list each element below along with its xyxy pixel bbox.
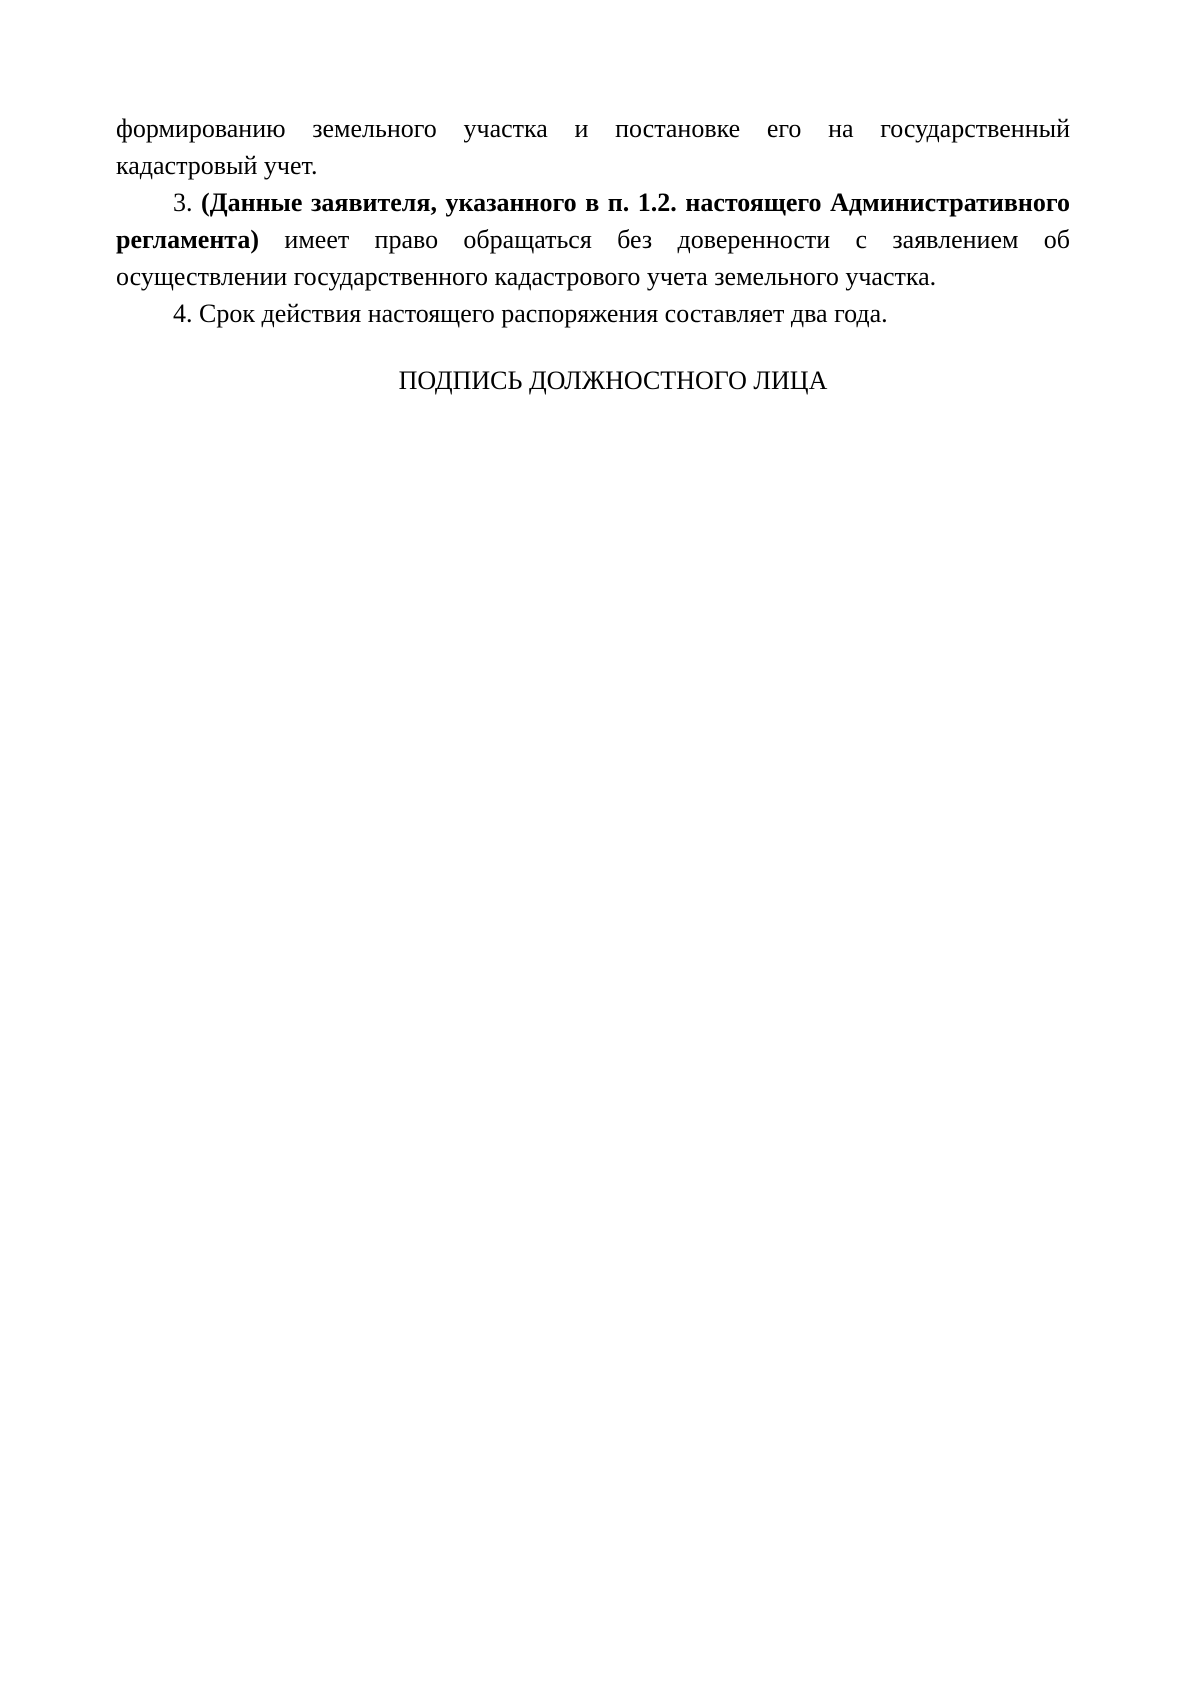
- signature-line: ПОДПИСЬ ДОЛЖНОСТНОГО ЛИЦА: [398, 366, 828, 395]
- paragraph-3: [116, 184, 1070, 295]
- paragraph-3-text: имеет право обращаться без доверенности с заявлением об осуществлении государственного кадастрового учета земельного участка.: [116, 225, 1070, 291]
- paragraph-4: 4. Срок действия настоящего распоряжения составляет два года.: [173, 299, 888, 328]
- paragraph-3-number: 3.: [173, 188, 193, 217]
- paragraph-continuation: формированию земельного участка и постановке его на государственный кадастровый учет.: [116, 114, 1070, 180]
- paragraph-3-bold-text: (Данные заявителя, указанного в п. 1.2. настоящего Административного регламента): [116, 188, 1070, 254]
